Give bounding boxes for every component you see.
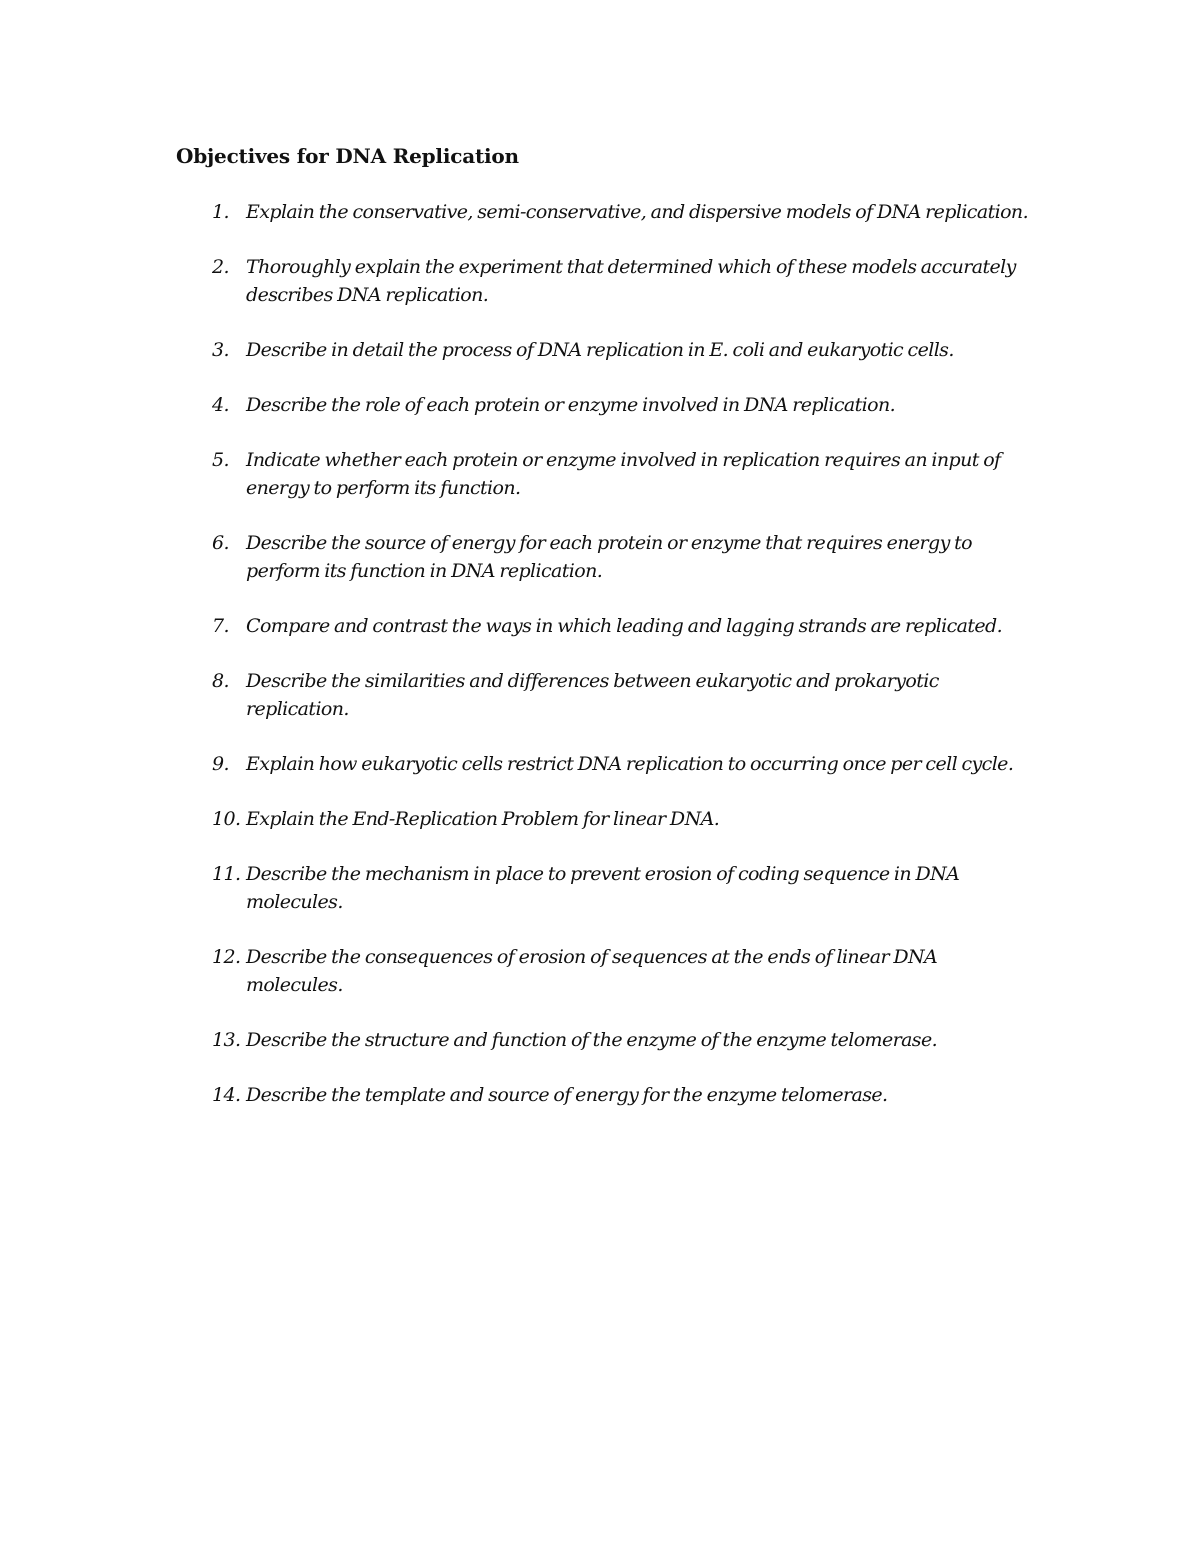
- objective-item-5: [176, 446, 1036, 502]
- objective-item-10: [176, 805, 1036, 833]
- objective-number: 7.: [212, 615, 229, 637]
- objective-item-13: [176, 1026, 1036, 1054]
- objective-text: Explain the conservative, semi-conservative, and dispersive models of DNA replication.: [246, 201, 1029, 223]
- objective-item-7: [176, 612, 1036, 640]
- objective-text: Explain the End-Replication Problem for linear DNA.: [246, 808, 720, 830]
- objective-text: Explain how eukaryotic cells restrict DNA replication to occurring once per cell cycle.: [246, 753, 1014, 775]
- objective-item-2: [176, 253, 1036, 309]
- objective-text: Describe the role of each protein or enzyme involved in DNA replication.: [246, 394, 896, 416]
- objective-number: 6.: [212, 532, 229, 554]
- objective-number: 3.: [212, 339, 229, 361]
- objectives-list: [176, 198, 1036, 1136]
- objective-number: 12.: [212, 946, 241, 968]
- objective-item-1: [176, 198, 1036, 226]
- objective-item-12: [176, 943, 1036, 999]
- objective-text: Describe the mechanism in place to prevent erosion of coding sequence in DNA molecules.: [246, 863, 960, 913]
- objective-number: 9.: [212, 753, 229, 775]
- objective-number: 10.: [212, 808, 241, 830]
- objective-text: Compare and contrast the ways in which leading and lagging strands are replicated.: [246, 615, 1003, 637]
- objective-number: 5.: [212, 449, 229, 471]
- objective-item-14: [176, 1081, 1036, 1109]
- objective-item-4: [176, 391, 1036, 419]
- objective-number: 11.: [212, 863, 241, 885]
- objective-item-8: [176, 667, 1036, 723]
- objective-text: Thoroughly explain the experiment that determined which of these models accurately describes DNA replication.: [246, 256, 1016, 306]
- objective-item-3: [176, 336, 1036, 364]
- objective-number: 2.: [212, 256, 229, 278]
- objective-text: Describe the similarities and differences between eukaryotic and prokaryotic replication.: [246, 670, 939, 720]
- objective-text: Describe the source of energy for each protein or enzyme that requires energy to perform its function in DNA replication.: [246, 532, 973, 582]
- objective-text: Indicate whether each protein or enzyme involved in replication requires an input of energy to perform its function.: [246, 449, 1001, 499]
- objective-text: Describe the consequences of erosion of sequences at the ends of linear DNA molecules.: [246, 946, 938, 996]
- objective-item-11: [176, 860, 1036, 916]
- objective-item-6: [176, 529, 1036, 585]
- objective-text: Describe in detail the process of DNA replication in E. coli and eukaryotic cells.: [246, 339, 954, 361]
- document-title: Objectives for DNA Replication: [176, 144, 519, 168]
- objective-number: 4.: [212, 394, 229, 416]
- objective-item-9: [176, 750, 1036, 778]
- objective-text: Describe the template and source of energy for the enzyme telomerase.: [246, 1084, 888, 1106]
- objective-number: 8.: [212, 670, 229, 692]
- objective-number: 13.: [212, 1029, 241, 1051]
- objective-number: 14.: [212, 1084, 241, 1106]
- objective-text: Describe the structure and function of the enzyme of the enzyme telomerase.: [246, 1029, 938, 1051]
- objective-number: 1.: [212, 201, 229, 223]
